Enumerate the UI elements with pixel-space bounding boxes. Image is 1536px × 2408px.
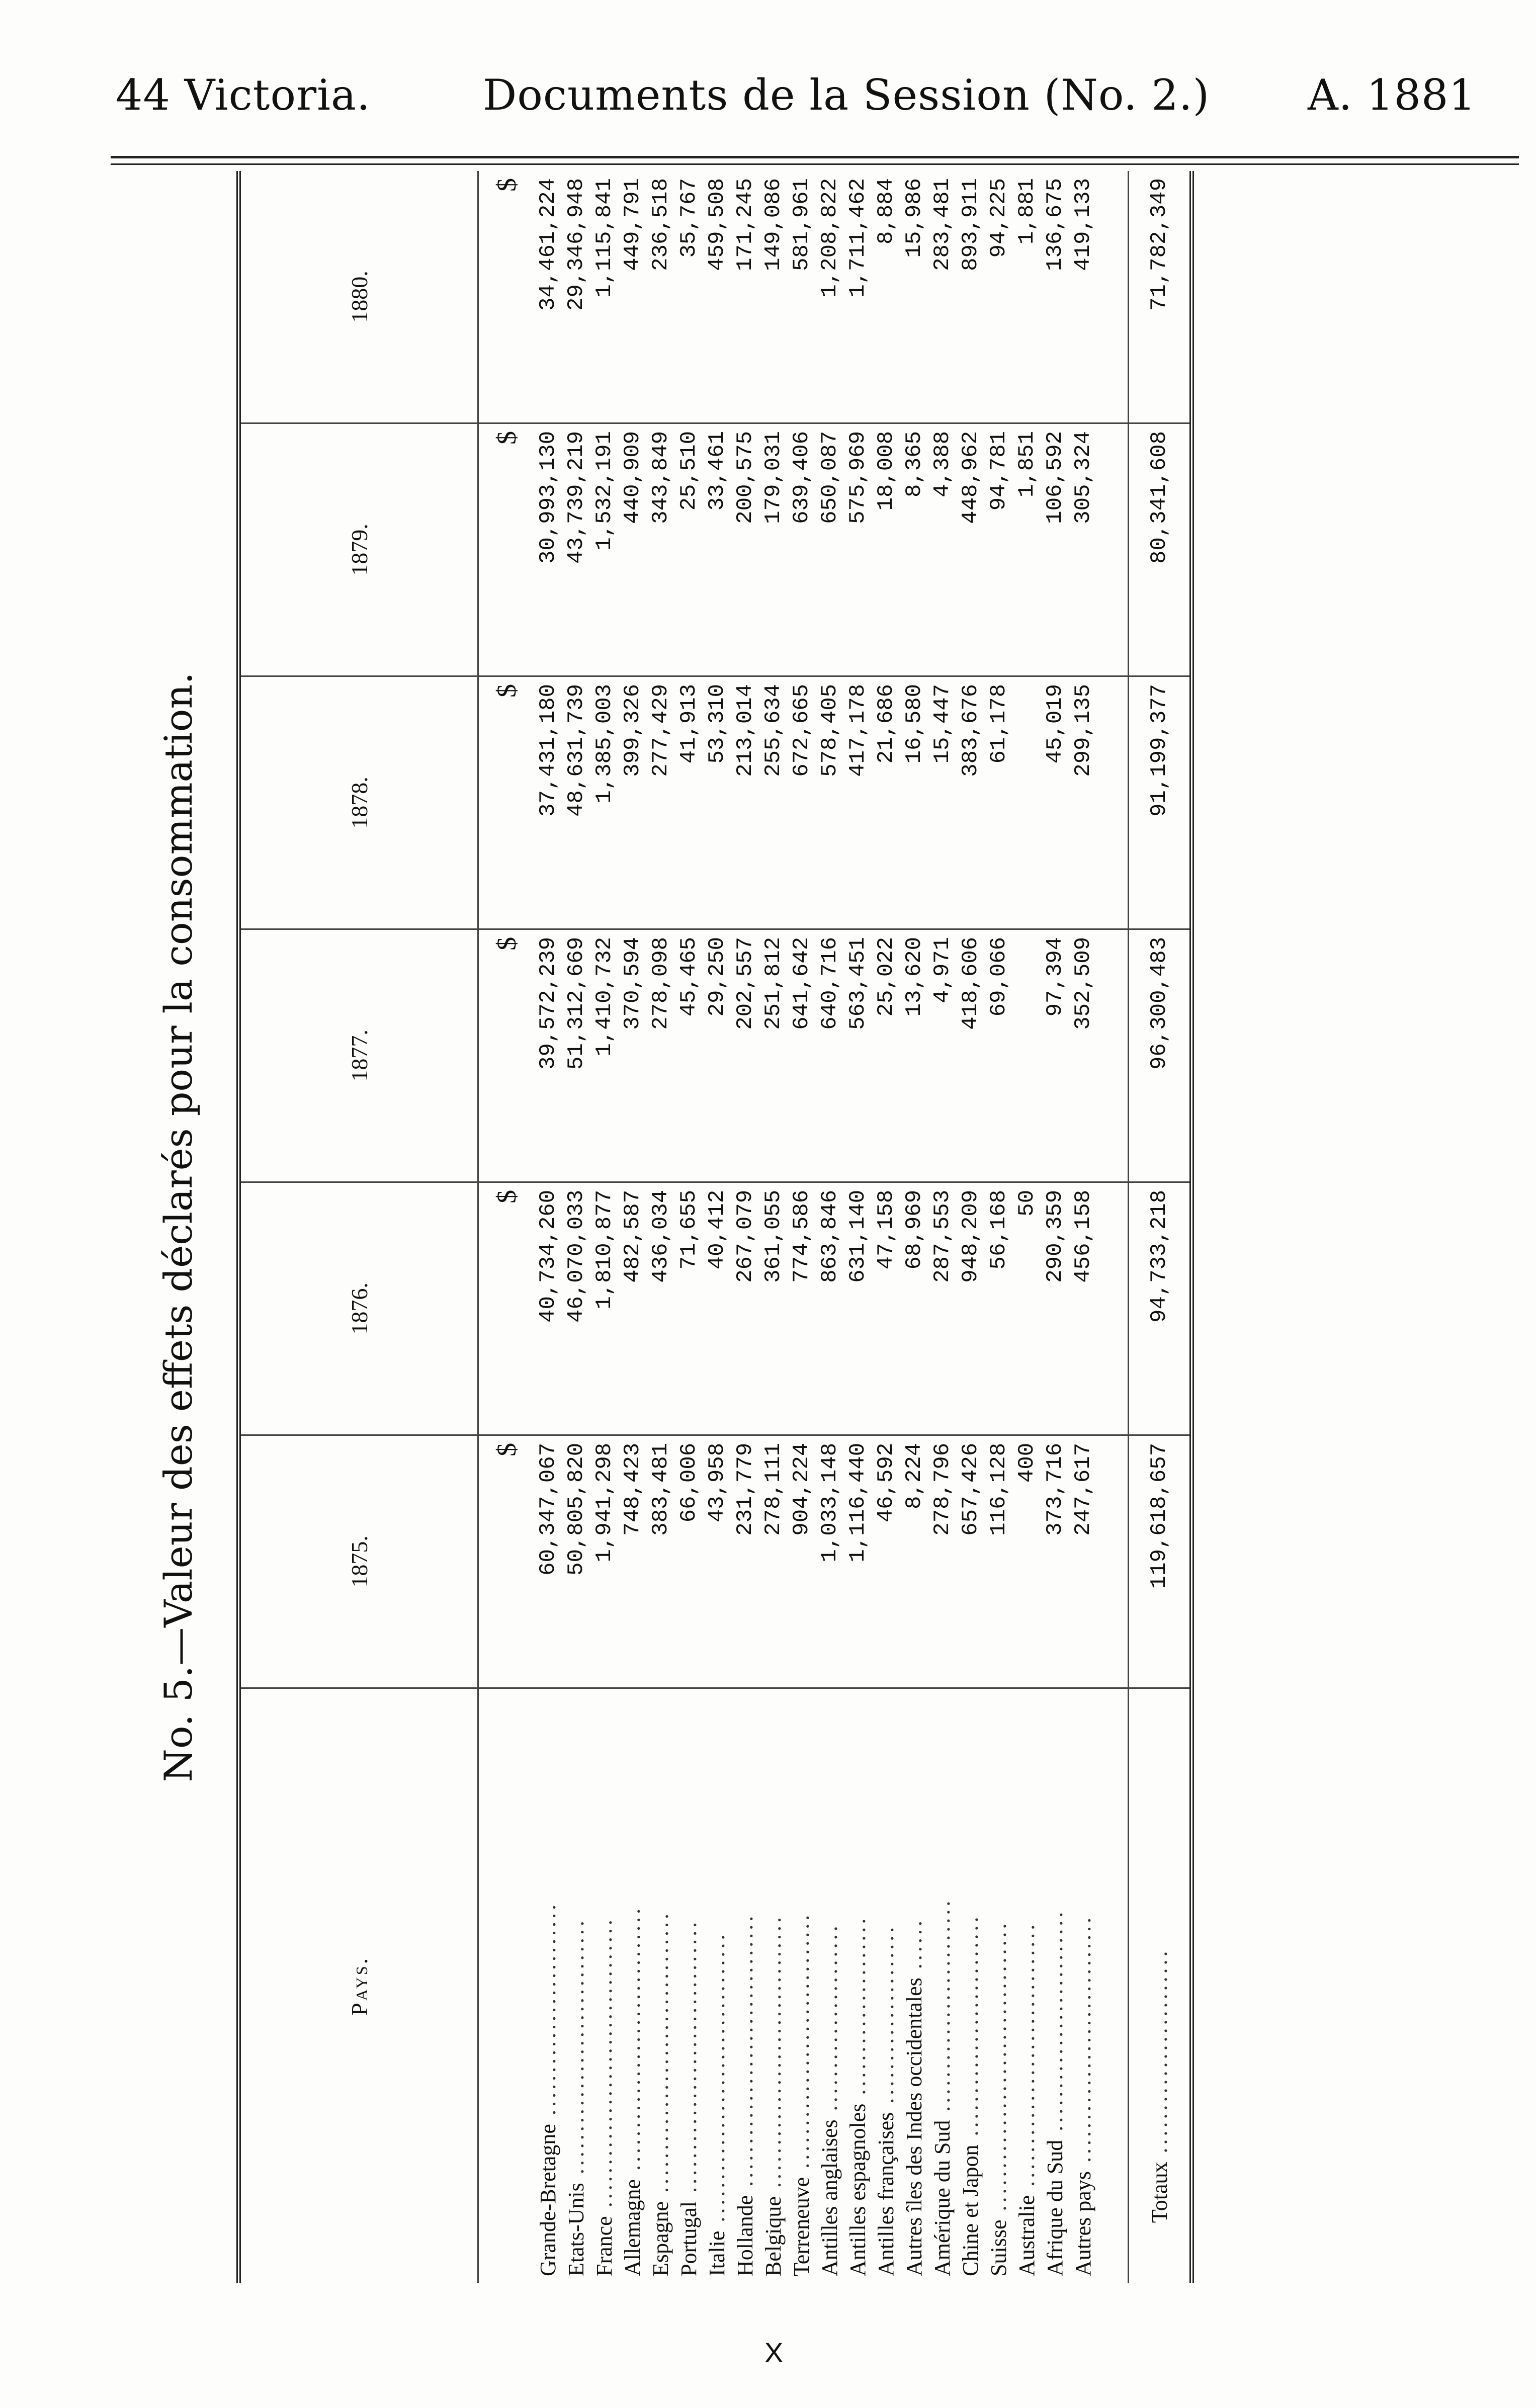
- value-cell: 45,019: [1041, 676, 1069, 929]
- value-cell: 343,849: [647, 423, 675, 676]
- value-cell: 436,034: [647, 1182, 675, 1435]
- country-name: [562, 1688, 590, 2283]
- country-label: Afrique du Sud: [1043, 2139, 1067, 2276]
- column-header-year: 1875.: [239, 1435, 478, 1688]
- value-cell: 417,178: [844, 676, 872, 929]
- country-label: Chine et Japon: [958, 2144, 983, 2276]
- value-cell: 575,969: [844, 423, 872, 676]
- country-name: [788, 1688, 816, 2283]
- totals-label-cell: [1129, 1688, 1192, 2283]
- spacer-row: [1097, 171, 1129, 2283]
- country-label: Portugal: [676, 2201, 701, 2276]
- value-cell: 305,324: [1069, 423, 1097, 676]
- table-row: [590, 171, 619, 2283]
- country-name: [1013, 1688, 1041, 2283]
- value-cell: 35,767: [675, 171, 703, 423]
- value-cell: 370,594: [619, 929, 647, 1182]
- value-cell: 213,014: [731, 676, 759, 929]
- table-row: [703, 171, 731, 2283]
- column-header-year: 1876.: [239, 1182, 478, 1435]
- value-cell: 94,225: [985, 171, 1013, 423]
- value-cell: 449,791: [619, 171, 647, 423]
- value-cell: 149,086: [759, 171, 788, 423]
- value-cell: 116,128: [985, 1435, 1013, 1688]
- country-name: [534, 1688, 562, 2283]
- value-cell: 33,461: [703, 423, 731, 676]
- value-cell: 43,739,219: [562, 423, 590, 676]
- value-cell: 748,423: [619, 1435, 647, 1688]
- currency-symbol: $: [478, 423, 535, 676]
- currency-row: [478, 171, 535, 2283]
- value-cell: 373,716: [1041, 1435, 1069, 1688]
- leader-dots: ..................................: [705, 1931, 729, 2231]
- header-volume: 44 Victoria.: [116, 70, 371, 120]
- rotated-table-container: [141, 171, 1197, 2283]
- leader-dots: ...............................: [1014, 1921, 1039, 2195]
- column-header-year: 1877.: [239, 929, 478, 1182]
- value-cell: 1,532,191: [590, 423, 619, 676]
- country-label: Antilles espagnoles: [845, 2103, 870, 2276]
- column-header-year: 1880.: [239, 171, 478, 423]
- value-cell: 29,346,948: [562, 171, 590, 423]
- value-cell: 448,962: [957, 423, 985, 676]
- table-row: [985, 171, 1013, 2283]
- value-cell: 948,209: [957, 1182, 985, 1435]
- value-cell: 863,846: [816, 1182, 844, 1435]
- table-row: [647, 171, 675, 2283]
- leader-dots: ..........................: [1043, 1909, 1067, 2140]
- country-label: France: [592, 2216, 617, 2276]
- value-cell: 247,617: [1069, 1435, 1097, 1688]
- country-label: Antilles françaises: [874, 2112, 898, 2276]
- country-label: Suisse: [986, 2219, 1011, 2276]
- currency-symbol: $: [478, 676, 535, 929]
- value-cell: 456,158: [1069, 1182, 1097, 1435]
- table-row: [1069, 171, 1097, 2283]
- table-row: [900, 171, 928, 2283]
- value-cell: 1,941,298: [590, 1435, 619, 1688]
- value-cell: [1013, 929, 1041, 1182]
- country-name: [928, 1688, 957, 2283]
- country-name: [816, 1688, 844, 2283]
- value-cell: 60,347,067: [534, 1435, 562, 1688]
- total-value: 71,782,349: [1129, 171, 1192, 423]
- value-cell: 16,580: [900, 676, 928, 929]
- column-header-year: 1879.: [239, 423, 478, 676]
- country-name: [1041, 1688, 1069, 2283]
- leader-dots: .....................: [845, 1915, 870, 2104]
- value-cell: 578,405: [816, 676, 844, 929]
- country-label: Espagne: [648, 2201, 673, 2276]
- total-value: 119,618,657: [1129, 1435, 1192, 1688]
- value-cell: 40,412: [703, 1182, 731, 1435]
- country-label: Amérique du Sud: [930, 2120, 955, 2276]
- table-body: [478, 171, 1192, 2283]
- leader-dots: ..................................: [986, 1920, 1011, 2220]
- value-cell: 8,884: [872, 171, 900, 423]
- header-rule-thin: [111, 163, 1519, 165]
- value-cell: 40,734,260: [534, 1182, 562, 1435]
- country-name: [1069, 1688, 1097, 2283]
- country-label: Etats-Unis: [564, 2183, 588, 2276]
- value-cell: 482,587: [619, 1182, 647, 1435]
- value-cell: 893,911: [957, 171, 985, 423]
- value-cell: 1,208,822: [816, 171, 844, 423]
- value-cell: 299,135: [1069, 676, 1097, 929]
- currency-symbol: $: [478, 171, 535, 423]
- country-name: [647, 1688, 675, 2283]
- currency-symbol: $: [478, 1435, 535, 1688]
- leader-dots: ......: [902, 1918, 926, 1978]
- value-cell: 631,140: [844, 1182, 872, 1435]
- value-cell: 418,606: [957, 929, 985, 1182]
- value-cell: 650,087: [816, 423, 844, 676]
- leader-dots: ................................: [761, 1914, 786, 2197]
- leader-dots: .....................: [874, 1924, 898, 2112]
- country-name: [675, 1688, 703, 2283]
- currency-symbol: $: [478, 929, 535, 1182]
- running-header: [0, 60, 1536, 141]
- value-cell: 4,971: [928, 929, 957, 1182]
- table-header-row: [239, 171, 478, 2283]
- value-cell: 56,168: [985, 1182, 1013, 1435]
- total-value: 96,300,483: [1129, 929, 1192, 1182]
- value-cell: 41,913: [675, 676, 703, 929]
- value-cell: 46,592: [872, 1435, 900, 1688]
- value-cell: 13,620: [900, 929, 928, 1182]
- value-cell: 352,509: [1069, 929, 1097, 1182]
- country-name: [872, 1688, 900, 2283]
- value-cell: 1,033,148: [816, 1435, 844, 1688]
- value-cell: 278,796: [928, 1435, 957, 1688]
- value-cell: 202,557: [731, 929, 759, 1182]
- value-cell: 8,224: [900, 1435, 928, 1688]
- value-cell: 39,572,239: [534, 929, 562, 1182]
- value-cell: 641,642: [788, 929, 816, 1182]
- value-cell: 255,634: [759, 676, 788, 929]
- value-cell: 15,447: [928, 676, 957, 929]
- country-name: [957, 1688, 985, 2283]
- header-rule: [111, 156, 1519, 158]
- value-cell: 21,686: [872, 676, 900, 929]
- value-cell: 34,461,224: [534, 171, 562, 423]
- value-cell: 1,881: [1013, 171, 1041, 423]
- value-cell: 290,359: [1041, 1182, 1069, 1435]
- table-row: [619, 171, 647, 2283]
- country-label: Hollande: [733, 2195, 757, 2276]
- country-label: Grande-Bretagne: [536, 2124, 560, 2276]
- leader-dots: .........................: [930, 1898, 955, 2120]
- currency-symbol: $: [478, 1182, 535, 1435]
- country-name: [590, 1688, 619, 2283]
- value-cell: 47,158: [872, 1182, 900, 1435]
- value-cell: 50,805,820: [562, 1435, 590, 1688]
- totals-label: Totaux: [1147, 2162, 1172, 2223]
- country-name: [703, 1688, 731, 2283]
- leader-dots: ................................: [676, 1919, 701, 2201]
- value-cell: 1,711,462: [844, 171, 872, 423]
- table-row: [816, 171, 844, 2283]
- leader-dots: ..................................: [592, 1917, 617, 2216]
- value-cell: 71,655: [675, 1182, 703, 1435]
- country-name: [985, 1688, 1013, 2283]
- country-label: Australie: [1014, 2195, 1039, 2276]
- value-cell: [1013, 676, 1041, 929]
- value-cell: 51,312,669: [562, 929, 590, 1182]
- country-label: Autres îles des Indes occidentales: [902, 1977, 926, 2276]
- margin-mark: X: [764, 2337, 784, 2368]
- country-label: Belgique: [761, 2196, 786, 2276]
- header-session: A. 1881: [1308, 70, 1476, 120]
- value-cell: 774,586: [788, 1182, 816, 1435]
- table-row: [788, 171, 816, 2283]
- value-cell: 15,986: [900, 171, 928, 423]
- value-cell: 25,022: [872, 929, 900, 1182]
- table-row: [957, 171, 985, 2283]
- value-cell: 50: [1013, 1182, 1041, 1435]
- leader-dots: ..............................: [564, 1918, 588, 2183]
- value-cell: 25,510: [675, 423, 703, 676]
- country-label: Terreneuve: [789, 2177, 814, 2276]
- value-cell: 45,465: [675, 929, 703, 1182]
- value-cell: 53,310: [703, 676, 731, 929]
- table-row: [928, 171, 957, 2283]
- country-name: [900, 1688, 928, 2283]
- country-label: Allemagne: [620, 2179, 645, 2276]
- value-cell: 639,406: [788, 423, 816, 676]
- value-cell: 657,426: [957, 1435, 985, 1688]
- value-cell: 106,592: [1041, 423, 1069, 676]
- value-cell: 69,066: [985, 929, 1013, 1182]
- leader-dots: .................................: [648, 1910, 673, 2201]
- value-cell: 1,851: [1013, 423, 1041, 676]
- value-cell: 179,031: [759, 423, 788, 676]
- leader-dots: ......................: [817, 1923, 842, 2120]
- leader-dots: ..........................: [958, 1914, 983, 2145]
- value-cell: 277,429: [647, 676, 675, 929]
- value-cell: 43,958: [703, 1435, 731, 1688]
- value-cell: 283,481: [928, 171, 957, 423]
- value-cell: 200,575: [731, 423, 759, 676]
- value-cell: 136,675: [1041, 171, 1069, 423]
- value-cell: 440,909: [619, 423, 647, 676]
- header-title: Documents de la Session (No. 2.): [483, 70, 1210, 120]
- value-cell: 48,631,739: [562, 676, 590, 929]
- value-cell: 1,115,841: [590, 171, 619, 423]
- leader-dots: ................................: [733, 1913, 757, 2195]
- value-cell: 37,431,180: [534, 676, 562, 929]
- value-cell: 66,006: [675, 1435, 703, 1688]
- value-cell: 672,665: [788, 676, 816, 929]
- value-cell: 1,116,440: [844, 1435, 872, 1688]
- value-cell: 171,245: [731, 171, 759, 423]
- value-cell: 383,481: [647, 1435, 675, 1688]
- table-row: [872, 171, 900, 2283]
- country-name: [759, 1688, 788, 2283]
- value-cell: 61,178: [985, 676, 1013, 929]
- table-row: [1041, 171, 1069, 2283]
- totals-row: [1129, 171, 1192, 2283]
- value-cell: 287,553: [928, 1182, 957, 1435]
- leader-dots: .........................: [536, 1902, 560, 2124]
- value-cell: 399,326: [619, 676, 647, 929]
- total-value: 91,199,377: [1129, 676, 1192, 929]
- column-header-pays: Pays.: [239, 1688, 478, 2283]
- value-cell: 8,365: [900, 423, 928, 676]
- value-cell: 251,812: [759, 929, 788, 1182]
- table-row: [675, 171, 703, 2283]
- value-cell: 563,451: [844, 929, 872, 1182]
- leader-dots: ...............................: [620, 1905, 645, 2179]
- value-cell: 46,070,033: [562, 1182, 590, 1435]
- value-cell: 581,961: [788, 171, 816, 423]
- leader-dots: ........................: [1147, 1948, 1172, 2162]
- country-name: [731, 1688, 759, 2283]
- value-cell: 361,055: [759, 1182, 788, 1435]
- table-row: [534, 171, 562, 2283]
- leader-dots: ..............................: [789, 1912, 814, 2177]
- table-row: [562, 171, 590, 2283]
- value-cell: 97,394: [1041, 929, 1069, 1182]
- value-cell: 904,224: [788, 1435, 816, 1688]
- table-row: [1013, 171, 1041, 2283]
- leader-dots: .............................: [1071, 1915, 1095, 2172]
- value-cell: 94,781: [985, 423, 1013, 676]
- value-cell: 1,410,732: [590, 929, 619, 1182]
- total-value: 94,733,218: [1129, 1182, 1192, 1435]
- table-row: [759, 171, 788, 2283]
- column-header-year: 1878.: [239, 676, 478, 929]
- country-label: Antilles anglaises: [817, 2119, 842, 2276]
- table-title: No. 5.—Valeur des effets déclarés pour la consommation.: [156, 672, 201, 1782]
- value-cell: 18,008: [872, 423, 900, 676]
- value-cell: 419,133: [1069, 171, 1097, 423]
- country-label: Italie: [705, 2230, 729, 2276]
- value-cell: 267,079: [731, 1182, 759, 1435]
- table-row: [844, 171, 872, 2283]
- consumption-value-table: [236, 171, 1194, 2283]
- value-cell: 640,716: [816, 929, 844, 1182]
- value-cell: 278,111: [759, 1435, 788, 1688]
- value-cell: 400: [1013, 1435, 1041, 1688]
- country-name: [619, 1688, 647, 2283]
- value-cell: 278,098: [647, 929, 675, 1182]
- value-cell: 68,969: [900, 1182, 928, 1435]
- value-cell: 236,518: [647, 171, 675, 423]
- table-row: [731, 171, 759, 2283]
- value-cell: 30,993,130: [534, 423, 562, 676]
- value-cell: 4,388: [928, 423, 957, 676]
- value-cell: 29,250: [703, 929, 731, 1182]
- value-cell: 383,676: [957, 676, 985, 929]
- total-value: 80,341,608: [1129, 423, 1192, 676]
- value-cell: 1,385,003: [590, 676, 619, 929]
- value-cell: 1,810,877: [590, 1182, 619, 1435]
- country-label: Autres pays: [1071, 2171, 1095, 2276]
- value-cell: 459,508: [703, 171, 731, 423]
- value-cell: 231,779: [731, 1435, 759, 1688]
- country-name: [844, 1688, 872, 2283]
